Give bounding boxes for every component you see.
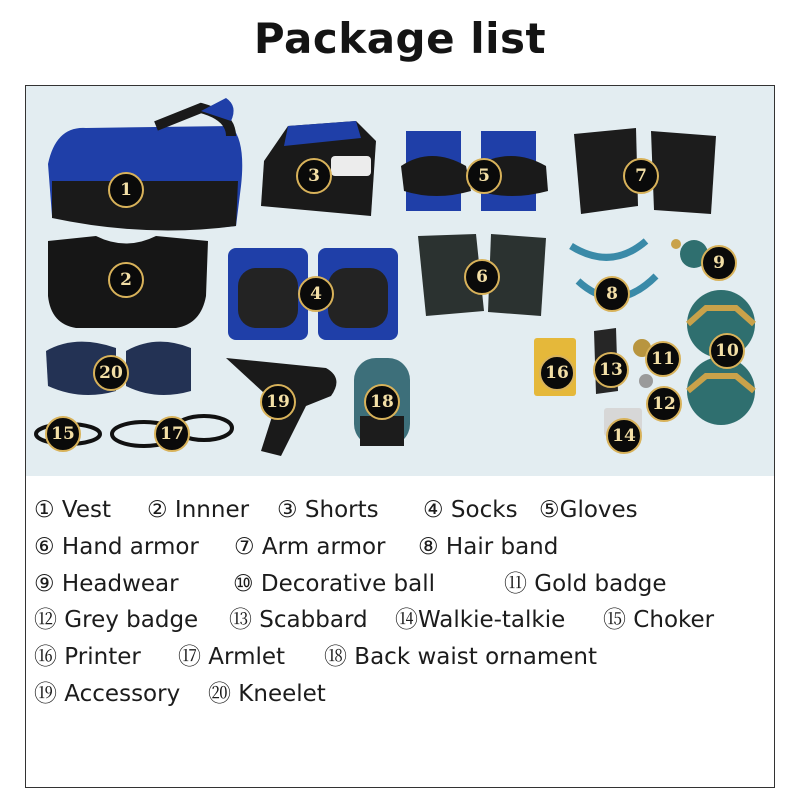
legend-item-vest: ① Vest bbox=[34, 497, 112, 523]
legend-item-decorative-ball: ⑩ Decorative ball bbox=[233, 570, 436, 597]
legend-row bbox=[34, 676, 770, 713]
item-badge-12: 12 bbox=[646, 386, 682, 422]
legend-item-gold-badge: ⑪ Gold badge bbox=[504, 570, 667, 597]
item-badge-2: 2 bbox=[108, 262, 144, 298]
page-title: Package list bbox=[253, 14, 547, 63]
item-badge-5: 5 bbox=[466, 158, 502, 194]
item-badge-17: 17 bbox=[154, 416, 190, 452]
legend-item-arm-armor: ⑦ Arm armor bbox=[234, 533, 386, 560]
legend-item-walkie-talkie: ⑭Walkie-talkie bbox=[395, 607, 566, 634]
item-badge-19: 19 bbox=[260, 384, 296, 420]
item-badge-20: 20 bbox=[93, 355, 129, 391]
legend-item-socks: ④ Socks bbox=[423, 497, 518, 523]
legend-item-gloves: ⑤Gloves bbox=[539, 497, 638, 523]
legend-item-grey-badge: ⑫ Grey badge bbox=[34, 607, 199, 634]
item-badge-13: 13 bbox=[593, 352, 629, 388]
item-badge-1: 1 bbox=[108, 172, 144, 208]
legend-item-hair-band: ⑧ Hair band bbox=[418, 533, 559, 560]
item-badge-18: 18 bbox=[364, 384, 400, 420]
legend-item-choker: ⑮ Choker bbox=[603, 607, 715, 634]
legend-row bbox=[34, 492, 770, 529]
item-badge-9: 9 bbox=[701, 245, 737, 281]
legend-item-accessory: ⑲ Accessory bbox=[34, 680, 181, 707]
legend-item-kneelet: ⑳ Kneelet bbox=[208, 680, 326, 707]
legend-item-back-waist-ornament: ⑱ Back waist ornament bbox=[324, 644, 598, 671]
legend-item-hand-armor: ⑥ Hand armor bbox=[34, 533, 199, 560]
legend-row bbox=[34, 602, 770, 639]
product-photo bbox=[26, 86, 774, 476]
legend-item-printer: ⑯ Printer bbox=[34, 644, 141, 671]
legend-item-headwear: ⑨ Headwear bbox=[34, 570, 179, 597]
item-badge-14: 14 bbox=[606, 418, 642, 454]
package-legend bbox=[34, 492, 770, 713]
legend-row bbox=[34, 639, 770, 676]
legend-item-shorts: ③ Shorts bbox=[277, 497, 379, 523]
legend-item-inner: ② Innner bbox=[147, 497, 250, 523]
legend-row bbox=[34, 566, 770, 603]
item-badge-15: 15 bbox=[45, 416, 81, 452]
vest-item bbox=[48, 98, 242, 231]
item-badge-7: 7 bbox=[623, 158, 659, 194]
item-badge-4: 4 bbox=[298, 276, 334, 312]
item-badge-8: 8 bbox=[594, 276, 630, 312]
legend-row bbox=[34, 529, 770, 566]
legend-item-scabbard: ⑬ Scabbard bbox=[229, 607, 368, 634]
item-badge-3: 3 bbox=[296, 158, 332, 194]
item-badge-10: 10 bbox=[709, 333, 745, 369]
item-badge-11: 11 bbox=[645, 341, 681, 377]
grey-badge-item bbox=[639, 374, 653, 388]
legend-item-armlet: ⑰ Armlet bbox=[178, 644, 286, 671]
item-badge-16: 16 bbox=[539, 355, 575, 391]
item-badge-6: 6 bbox=[464, 259, 500, 295]
